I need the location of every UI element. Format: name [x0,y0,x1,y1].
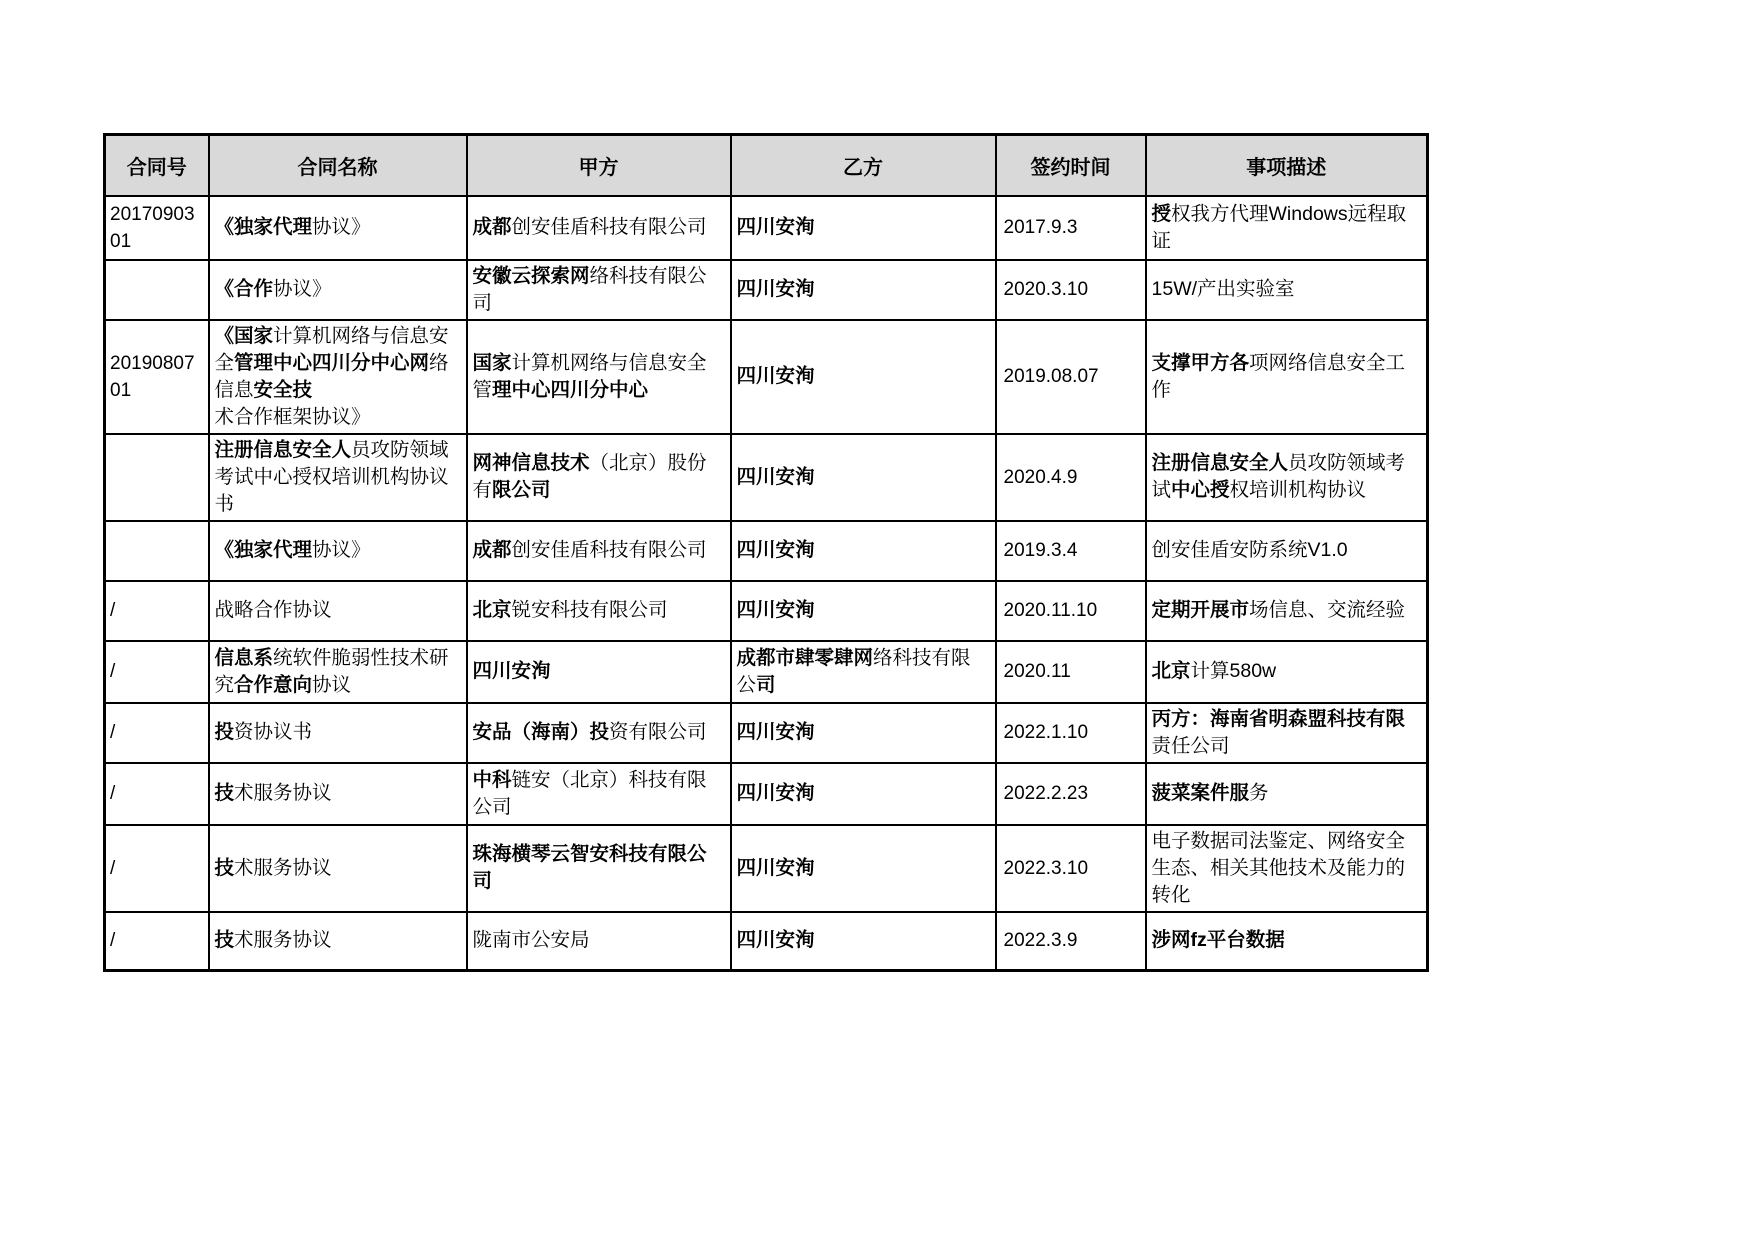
description-cell [1146,260,1428,320]
cell-text: 珠海横琴云智安科技有限公司 [472,843,707,892]
cell-text: 权我方代理Windows远程取证 [1151,202,1407,252]
cell-text: 支撑甲方各 [1151,351,1250,374]
table-row [105,581,1428,641]
cell-text: 2022.3.9 [1003,930,1078,952]
cell-text: 成都 [472,539,512,561]
cell-text: 创安佳盾安防系统V1.0 [1151,539,1348,561]
cell-text: 《国家 [214,324,274,347]
party-a-cell [467,260,731,320]
sign-date-cell [996,320,1146,434]
cell-text: / [110,930,116,952]
cell-text: 信息系 [214,646,274,669]
cell-text: 锐安科技有限公司 [511,599,668,621]
cell-text: 2022.3.10 [1003,857,1089,879]
party-b-cell [731,320,996,434]
cell-text: 管理中心四川分中心网 [234,351,430,374]
cell-text: 技 [214,782,235,804]
contracts-table-body [105,196,1428,971]
table-header [105,135,1428,196]
cell-text: / [110,600,116,621]
cell-text: （北京）股份有 [472,452,707,501]
party-b-cell [731,434,996,521]
cell-text: 四川安洵 [736,856,815,879]
sign-date-cell [996,196,1146,260]
cell-text: 司 [756,673,776,696]
cell-text: 安全技 [253,378,313,401]
contract-no-cell [105,196,209,260]
cell-text: 15W/产出实验室 [1151,278,1295,300]
contract-name-cell [209,703,467,763]
table-row [105,434,1428,521]
cell-text: 络科技有限公司 [472,264,707,314]
contract-name-cell [209,260,467,320]
contract-no-cell [105,581,209,641]
description-cell [1146,641,1428,703]
contract-no-cell [105,260,209,320]
party-a-cell [467,521,731,581]
party-b-cell [731,196,996,260]
contract-name-cell [209,196,467,260]
cell-text: 2020.3.10 [1003,279,1089,300]
cell-text: 北京 [472,599,512,621]
contract-name-cell [209,641,467,703]
cell-text: 场信息、交流经验 [1249,599,1406,621]
cell-text: 成都市肆零肆网 [736,646,874,669]
cell-text: 四川安洵 [736,278,815,300]
contract-name-cell [209,434,467,521]
cell-text: 2020.11.10 [1003,600,1098,621]
cell-text: 战略合作协议 [214,599,332,621]
cell-text: 2019080701 [110,352,195,401]
party-a-cell [467,703,731,763]
cell-text: 《独家代理 [214,216,313,238]
cell-text: 授 [1151,202,1172,225]
cell-text: 北京 [1151,660,1191,682]
sign-date-cell [996,641,1146,703]
party-b-cell [731,521,996,581]
cell-text: 四川安洵 [736,539,815,561]
cell-text: 协议》 [312,539,371,561]
contract-name-cell [209,320,467,434]
cell-text: 术服务协议 [234,782,332,804]
contract-no-cell [105,703,209,763]
cell-text: 资协议书 [234,721,313,743]
cell-text: 国家 [472,351,512,374]
header-party-b: 乙方 [731,135,996,196]
contract-no-cell [105,521,209,581]
contract-name-cell [209,581,467,641]
header-contract-name: 合同名称 [209,135,467,196]
party-b-cell [731,260,996,320]
party-b-cell [731,641,996,703]
contracts-sheet [103,133,1429,972]
party-b-cell [731,912,996,971]
cell-text: 技 [214,856,235,879]
cell-text: 项网络信息安全工作 [1151,351,1406,401]
contract-no-cell [105,825,209,912]
cell-text: 责任公司 [1151,734,1230,757]
party-a-cell [467,912,731,971]
description-cell [1146,703,1428,763]
party-b-cell [731,825,996,912]
cell-text: 2017090301 [110,203,195,252]
table-row [105,912,1428,971]
cell-text: 计算机网络与信息安全 [214,324,449,374]
cell-text: / [110,857,116,879]
cell-text: 投 [214,721,235,743]
cell-text: 中心授 [1171,479,1230,501]
party-a-cell [467,825,731,912]
cell-text: 四川安洵 [736,365,815,387]
table-row [105,521,1428,581]
cell-text: 菠菜案件服 [1151,782,1250,804]
cell-text: 四川安洵 [736,721,815,743]
header-contract-no: 合同号 [105,135,209,196]
cell-text: 中科 [472,768,512,791]
header-party-a: 甲方 [467,135,731,196]
party-a-cell [467,763,731,825]
cell-text: 络科技有限公 [736,646,971,696]
cell-text: 2019.08.07 [1003,366,1099,387]
cell-text: 员攻防领域考试中心授权培训机构协议书 [214,438,449,515]
description-cell [1146,912,1428,971]
contract-no-cell [105,763,209,825]
table-row [105,320,1428,434]
sign-date-cell [996,434,1146,521]
contract-name-cell [209,521,467,581]
cell-text: 网神信息技术 [472,452,590,474]
contract-name-cell [209,912,467,971]
cell-text: 四川安洵 [736,465,815,488]
cell-text: / [110,722,116,743]
description-cell [1146,763,1428,825]
party-a-cell [467,196,731,260]
table-row [105,260,1428,320]
sign-date-cell [996,703,1146,763]
cell-text: 四川安洵 [736,216,815,238]
cell-text: 定期开展市 [1151,599,1250,621]
contract-no-cell [105,320,209,434]
cell-text: 创安佳盾科技有限公司 [511,539,707,561]
cell-text: 四川安洵 [472,660,551,682]
cell-text: 注册信息安全人 [1151,452,1289,474]
cell-text: 术服务协议 [234,856,332,879]
header-row [105,135,1428,196]
contract-no-cell [105,641,209,703]
sign-date-cell [996,521,1146,581]
cell-text: 陇南市公安局 [472,929,590,952]
party-b-cell [731,763,996,825]
table-row [105,825,1428,912]
cell-text: 技 [214,929,235,952]
cell-text: 四川安洵 [736,599,815,621]
table-row [105,641,1428,703]
cell-text: 协议》 [312,216,371,238]
party-a-cell [467,434,731,521]
cell-text: 涉网fz平台数据 [1151,929,1285,952]
cell-text: 术服务协议 [234,929,332,952]
cell-text: 协议 [312,673,352,696]
table-row [105,196,1428,260]
cell-text: 合作意向 [234,673,313,696]
cell-text: 《合作 [214,278,274,300]
cell-text: 统软件脆弱性技术研究 [214,646,449,696]
description-cell [1146,521,1428,581]
party-a-cell [467,581,731,641]
cell-text: 2022.1.10 [1003,722,1089,743]
contract-name-cell [209,763,467,825]
cell-text: 四川安洵 [736,782,815,804]
cell-text: 链安（北京）科技有限公司 [472,768,707,818]
cell-text: / [110,661,116,682]
cell-text: 丙方：海南省明森盟科技有限 [1151,707,1406,730]
cell-text: 计算580w [1190,660,1277,682]
cell-text: 安品（海南）投 [472,721,610,743]
sign-date-cell [996,581,1146,641]
contract-no-cell [105,912,209,971]
cell-text: 计算机网络与信息安全管 [472,351,707,401]
contract-no-cell [105,434,209,521]
table-row [105,763,1428,825]
party-a-cell [467,641,731,703]
cell-text: 理中心四川分中心 [492,378,649,401]
cell-text: 络信息 [214,351,449,401]
cell-text: 注册信息安全人 [214,438,352,461]
cell-text: 2022.2.23 [1003,783,1089,804]
header-description: 事项描述 [1146,135,1428,196]
cell-text: 创安佳盾科技有限公司 [511,216,707,238]
cell-text: 电子数据司法鉴定、网络安全生态、相关其他技术及能力的转化 [1151,829,1406,906]
cell-text: 《独家代理 [214,539,313,561]
description-cell [1146,825,1428,912]
cell-text: 2020.4.9 [1003,466,1078,488]
description-cell [1146,581,1428,641]
contract-name-cell [209,825,467,912]
cell-text: / [110,783,116,804]
contracts-table [103,133,1429,972]
party-b-cell [731,581,996,641]
cell-text: 权培训机构协议 [1229,479,1367,501]
sign-date-cell [996,825,1146,912]
cell-text: 资有限公司 [609,721,707,743]
sign-date-cell [996,260,1146,320]
table-row [105,703,1428,763]
sign-date-cell [996,763,1146,825]
cell-text: 限公司 [492,479,551,501]
party-b-cell [731,703,996,763]
cell-text: 2017.9.3 [1003,217,1078,238]
cell-text: 员攻防领域考试 [1151,452,1406,501]
cell-text: 务 [1249,782,1269,804]
description-cell [1146,434,1428,521]
cell-text: 成都 [472,216,512,238]
cell-text: 安徽云探索网 [472,264,590,287]
party-a-cell [467,320,731,434]
cell-text: 2020.11 [1003,661,1071,682]
cell-text: 协议》 [273,278,332,300]
cell-text: 2019.3.4 [1003,540,1078,561]
description-cell [1146,196,1428,260]
header-sign-date: 签约时间 [996,135,1146,196]
sign-date-cell [996,912,1146,971]
description-cell [1146,320,1428,434]
cell-text: 四川安洵 [736,929,815,952]
cell-text: 术合作框架协议》 [214,405,371,428]
